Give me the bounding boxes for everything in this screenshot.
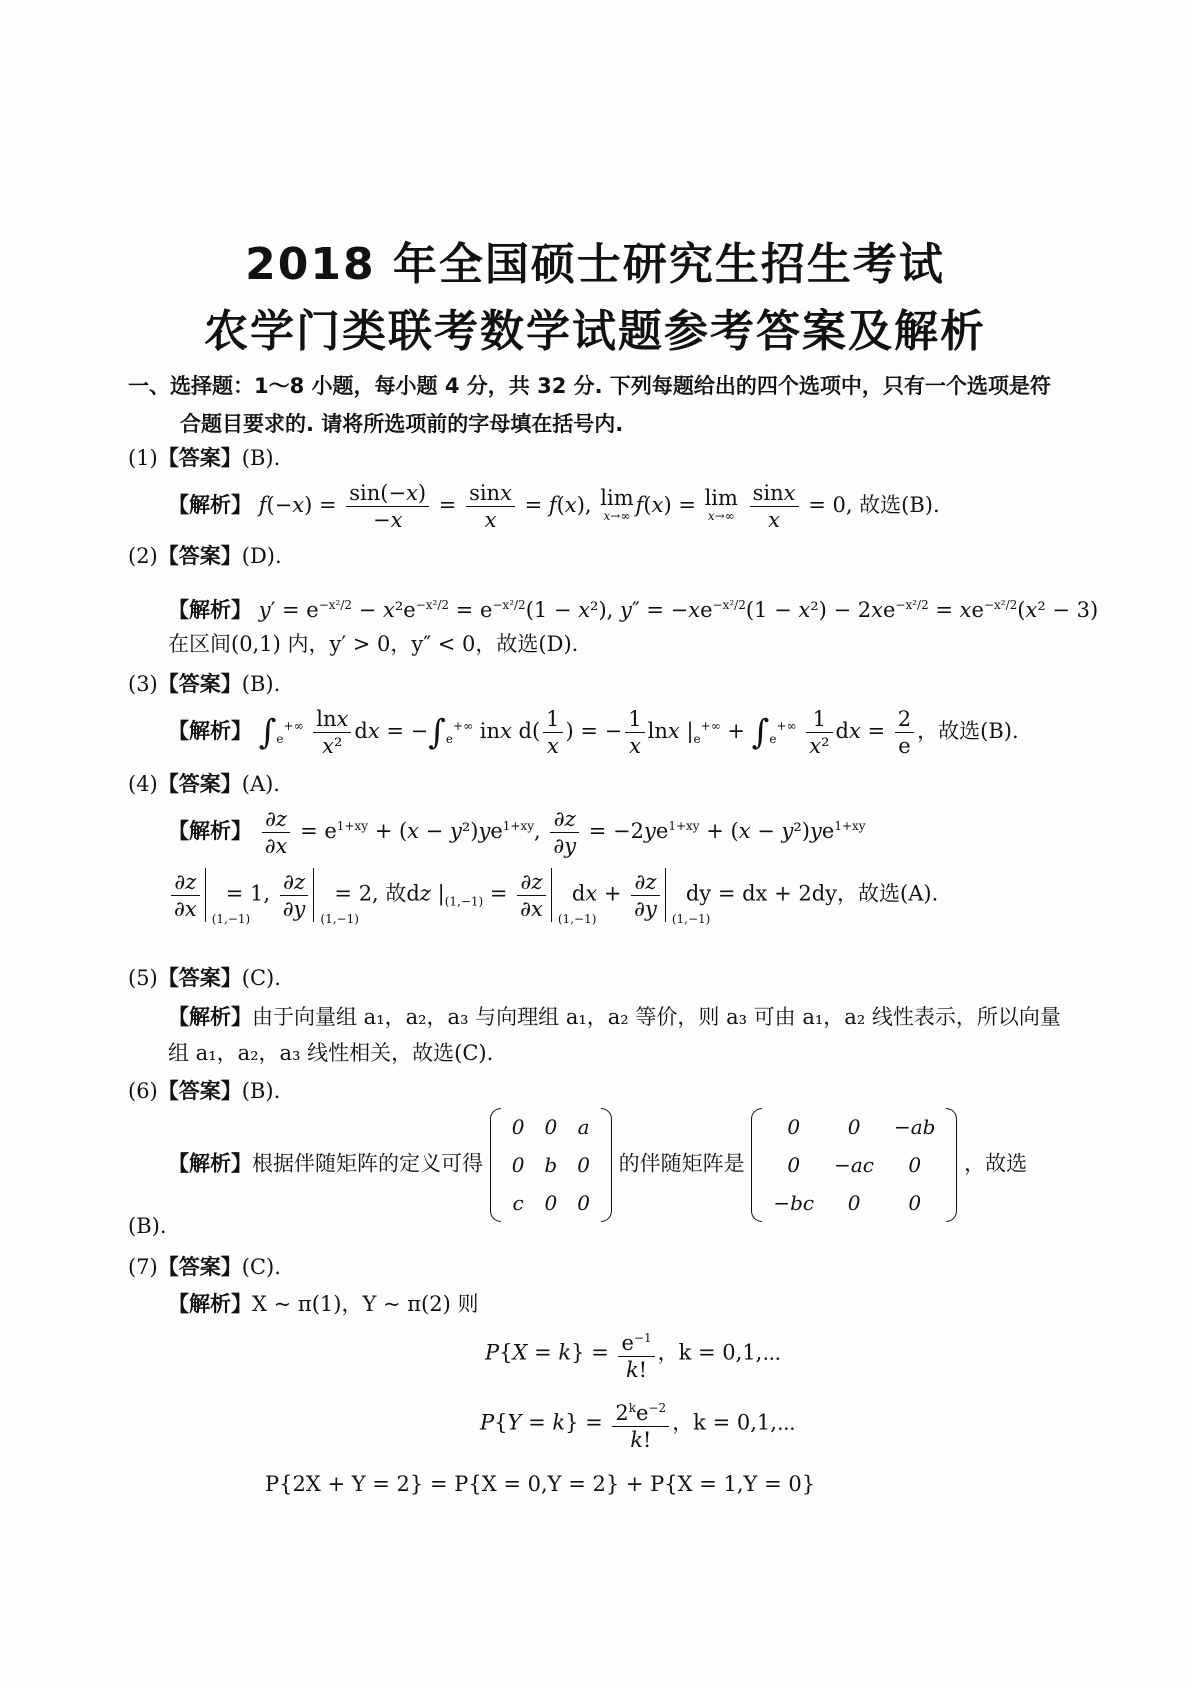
q7-equation-3: P{2X + Y = 2} = P{X = 0,Y = 2} + P{X = 1,Y = 0} [265, 1472, 816, 1496]
matrix-cell: 0 [511, 1115, 525, 1139]
q4-conclusion: dy = dx + 2dy，故选(A). [685, 881, 939, 906]
answer-label: 【答案】 [157, 446, 242, 470]
matrix-cell: 0 [544, 1191, 558, 1215]
q1-answer: (B). [241, 446, 281, 470]
matrix-cell: −bc [773, 1191, 815, 1215]
q5-analysis [168, 1001, 1061, 1031]
answer-label: 【答案】 [157, 544, 242, 568]
q6-analysis [168, 1108, 1027, 1222]
matrix-cell: 0 [908, 1191, 922, 1215]
matrix-cell: 0 [544, 1115, 558, 1139]
q5-number: (5) [128, 966, 158, 990]
matrix-cell: 0 [908, 1153, 922, 1177]
q3-answer-line [128, 668, 280, 698]
q5-answer-line [128, 962, 281, 992]
q4-analysis-line-2: $\frac{\partial z}{\partial x}$ (1,−1) = 1, $\frac{\partial z}{\partial y}$ (1,−1) = 2, 故dz $|_{(1,-1)}$ = $\frac{\partial z}{\partial x}$ (1,−1) dx + $\frac{\partial z}{\partial y}$ (1,−1) dy = dx + 2dy，故选(A). [168, 868, 938, 922]
section-heading-text: 一、选择题：1～8 小题，每小题 4 分，共 32 分. 下列每题给出的四个选项中，只有一个选项是符 [128, 374, 1051, 398]
matrix-cell: 0 [847, 1115, 861, 1139]
q4-number: (4) [128, 772, 158, 796]
answer-label: 【答案】 [157, 672, 242, 696]
q7-number: (7) [128, 1255, 158, 1279]
matrix-cell: −ab [894, 1115, 936, 1139]
matrix-cell: a [577, 1115, 590, 1139]
q1-conclusion: = 0, 故选(B). [808, 493, 940, 517]
analysis-label: 【解析】 [168, 1005, 252, 1029]
q1-number: (1) [128, 446, 158, 470]
q6-analysis-text-end: ，故选 [964, 1151, 1028, 1176]
q2-answer: (D). [241, 544, 282, 568]
matrix-adjugate [751, 1108, 957, 1222]
q2-analysis-line-2: 在区间(0,1) 内，y′ > 0，y″ < 0，故选(D). [168, 632, 579, 656]
q4-answer-line [128, 768, 280, 798]
q7-answer-line [128, 1251, 281, 1281]
q2-answer-line [128, 540, 282, 570]
q6-analysis-text-1: 根据伴随矩阵的定义可得 [252, 1151, 483, 1176]
q4-answer: (A). [241, 772, 280, 796]
analysis-label: 【解析】 [168, 719, 252, 743]
q7-analysis-text-1: X ~ π(1)，Y ~ π(2) 则 [252, 1292, 479, 1316]
q7-answer: (C). [241, 1255, 281, 1279]
answer-label: 【答案】 [157, 1079, 242, 1103]
q2-analysis: 【解析】 $y' = e^{-x^2/2} - x^2e^{-x^2/2} = e^{-x^2/2}(1 - x^2)$, $y'' = -xe^{-x^2/2}(1 - x^2) - 2xe^{-x^2/2} = xe^{-x^2/2}(x^2 - 3)$ [168, 598, 1099, 622]
q6-number: (6) [128, 1079, 158, 1103]
analysis-label: 【解析】 [168, 1292, 252, 1316]
q4-analysis: 【解析】 $\frac{\partial z}{\partial x}$ = $e^{1+xy} + (x - y^2)ye^{1+xy}$, $\frac{\partial z}{\partial y}$ = $-2ye^{1+xy} + (x - y^2)ye^{1+xy}$ [168, 807, 866, 858]
q1-analysis: 【解析】 f(−x) = $\frac{\sin(-x)}{-x}$ = $\frac{\sin x}{x}$ = f(x), lim x→∞ f(x) = lim x→∞ $\frac{\sin x}{x}$ = 0, 故选(B). [168, 481, 940, 532]
matrix-cell: 0 [511, 1153, 525, 1177]
matrix-cell: 0 [577, 1153, 590, 1177]
section-heading-continuation: 合题目要求的. 请将所选项前的字母填在括号内. [180, 412, 624, 436]
matrix-cell: 0 [787, 1115, 801, 1139]
q6-answer: (B). [241, 1079, 281, 1103]
q3-conclusion: ，故选(B). [917, 719, 1019, 743]
matrix-cell: −ac [834, 1153, 874, 1177]
q7-analysis [168, 1288, 478, 1318]
matrix-a [490, 1108, 612, 1222]
q5-analysis-line-2: 组 a₁，a₂，a₃ 线性相关，故选(C). [168, 1041, 494, 1065]
q2-number: (2) [128, 544, 158, 568]
analysis-label: 【解析】 [168, 1151, 252, 1176]
answer-label: 【答案】 [157, 1255, 242, 1279]
q6-answer-line [128, 1075, 280, 1105]
matrix-cell: c [512, 1191, 524, 1215]
q7-equation-2: P{Y = k} = $\frac{2^ke^{-2}}{k!}$ ，k = 0,1,⋯ [480, 1395, 796, 1453]
q5-analysis-text-1: 由于向量组 a₁，a₂，a₃ 与向理组 a₁，a₂ 等价，则 a₃ 可由 a₁，a₂ 线性表示，所以向量 [252, 1005, 1061, 1029]
answer-label: 【答案】 [157, 772, 242, 796]
matrix-cell: 0 [847, 1191, 861, 1215]
matrix-cell: 0 [787, 1153, 801, 1177]
matrix-cell: b [544, 1153, 558, 1177]
q3-analysis: 【解析】 $\int_e^{+\infty}$ $\frac{\ln x}{\text{x²}}$ dx = $-\int_e^{+\infty}$ inx d( $\frac{1}{x}$ ) = − $\frac{1}{x}$ lnx $|_e^{+\infty} + \int_e^{+\infty}$ $\frac{1}{\text{x²}}$ dx = $\frac{2}{e}$ ，故选(B). [168, 707, 1019, 758]
analysis-label: 【解析】 [168, 493, 252, 517]
page-title-line-1: 2018 年全国硕士研究生招生考试 [245, 239, 945, 290]
q3-answer: (B). [241, 672, 281, 696]
q7-eq2-suffix: ，k = 0,1,⋯ [672, 1410, 796, 1435]
section-heading [128, 367, 1128, 443]
matrix-cell: 0 [577, 1191, 590, 1215]
q7-equation-1: P{X = k} = $\frac{e^{-1}}{k!}$ ，k = 0,1,⋯ [485, 1325, 781, 1383]
analysis-label: 【解析】 [168, 819, 252, 843]
q1-answer-line [128, 442, 280, 472]
q7-eq1-suffix: ，k = 0,1,⋯ [657, 1340, 782, 1365]
q6-analysis-text-mid: 的伴随矩阵是 [618, 1151, 745, 1176]
answer-label: 【答案】 [157, 966, 242, 990]
q3-number: (3) [128, 672, 158, 696]
q5-answer: (C). [241, 966, 281, 990]
analysis-label: 【解析】 [168, 598, 252, 622]
page-title-line-2: 农学门类联考数学试题参考答案及解析 [204, 306, 986, 357]
q6-analysis-line-2: (B). [128, 1214, 167, 1238]
